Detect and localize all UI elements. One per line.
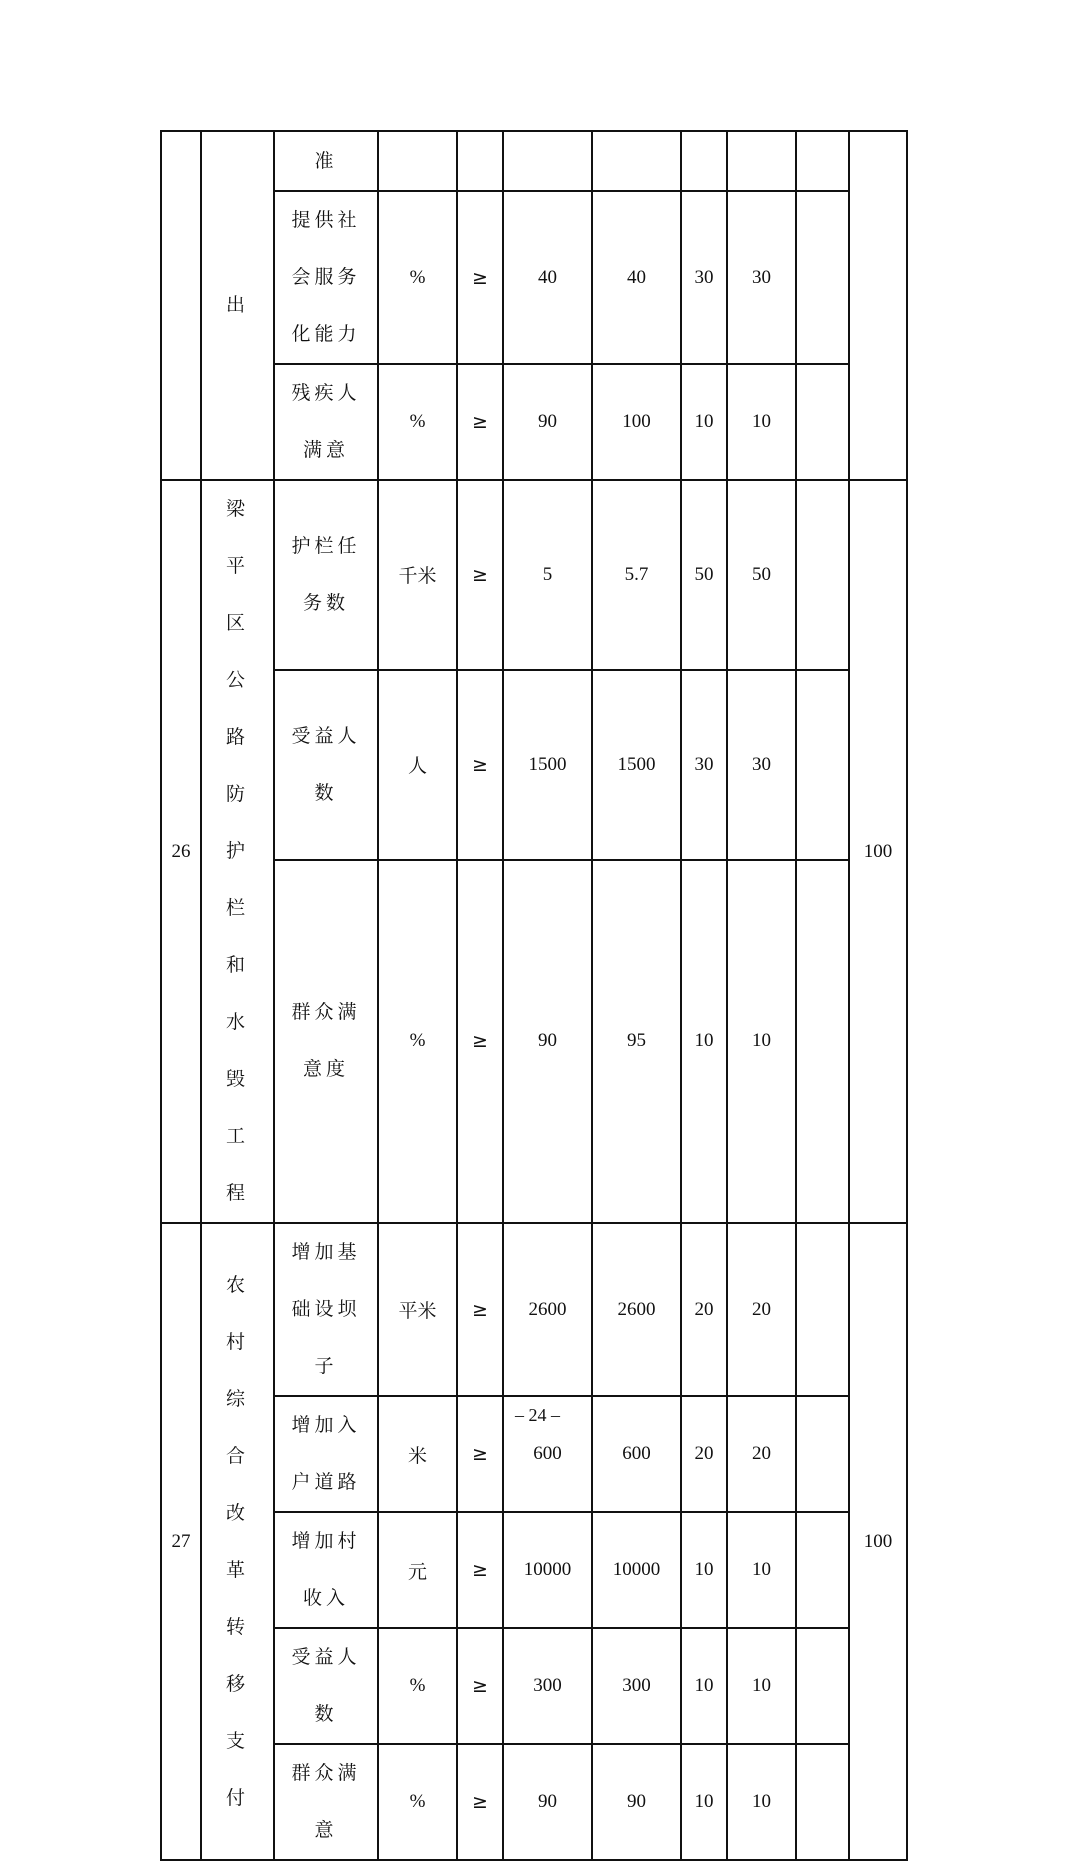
score-cell: 10: [727, 364, 796, 480]
weight-cell: 20: [681, 1223, 727, 1396]
operator-cell: ≥: [457, 1512, 503, 1628]
actual-cell: 100: [592, 364, 681, 480]
actual-cell: [592, 131, 681, 191]
actual-cell: 5.7: [592, 480, 681, 670]
target-cell: 90: [503, 1744, 592, 1860]
target-cell: 90: [503, 364, 592, 480]
target-cell: 90: [503, 860, 592, 1223]
table-row: [161, 1223, 907, 1396]
weight-cell: 30: [681, 670, 727, 860]
weight-cell: 10: [681, 1512, 727, 1628]
indicator-cell: 群众满意度: [274, 860, 378, 1223]
target-cell: 5: [503, 480, 592, 670]
total-cell: 100: [849, 480, 907, 1223]
score-cell: [727, 131, 796, 191]
score-cell: 20: [727, 1396, 796, 1512]
weight-cell: 10: [681, 364, 727, 480]
performance-table: [160, 130, 908, 1861]
page-number: – 24 –: [515, 1405, 560, 1425]
indicator-cell: 增加村收入: [274, 1512, 378, 1628]
unit-cell: [378, 131, 457, 191]
unit-cell: %: [378, 191, 457, 364]
unit-cell: %: [378, 1744, 457, 1860]
note-cell: [796, 191, 849, 364]
score-cell: 20: [727, 1223, 796, 1396]
operator-cell: ≥: [457, 1628, 503, 1744]
actual-cell: 2600: [592, 1223, 681, 1396]
operator-cell: ≥: [457, 1744, 503, 1860]
score-cell: 30: [727, 670, 796, 860]
score-cell: 30: [727, 191, 796, 364]
operator-cell: ≥: [457, 860, 503, 1223]
note-cell: [796, 1512, 849, 1628]
project-name-cell: 出: [201, 131, 274, 480]
indicator-cell: 残疾人满意: [274, 364, 378, 480]
indicator-cell: 提供社会服务化能力: [274, 191, 378, 364]
indicator-cell: 群众满意: [274, 1744, 378, 1860]
indicator-cell: 护栏任务数: [274, 480, 378, 670]
unit-cell: 人: [378, 670, 457, 860]
indicator-cell: 准: [274, 131, 378, 191]
target-cell: 2600: [503, 1223, 592, 1396]
unit-cell: 千米: [378, 480, 457, 670]
indicator-cell: 增加入户道路: [274, 1396, 378, 1512]
operator-cell: ≥: [457, 364, 503, 480]
unit-cell: %: [378, 364, 457, 480]
table-row: [161, 131, 907, 191]
note-cell: [796, 480, 849, 670]
weight-cell: 30: [681, 191, 727, 364]
note-cell: [796, 670, 849, 860]
target-cell: 300: [503, 1628, 592, 1744]
score-cell: 10: [727, 1744, 796, 1860]
unit-cell: 平米: [378, 1223, 457, 1396]
actual-cell: 10000: [592, 1512, 681, 1628]
note-cell: [796, 364, 849, 480]
operator-cell: ≥: [457, 480, 503, 670]
note-cell: [796, 131, 849, 191]
actual-cell: 1500: [592, 670, 681, 860]
actual-cell: 40: [592, 191, 681, 364]
indicator-cell: 受益人数: [274, 1628, 378, 1744]
target-cell: 600: [503, 1396, 592, 1512]
total-cell: [849, 131, 907, 480]
weight-cell: 10: [681, 1744, 727, 1860]
actual-cell: 90: [592, 1744, 681, 1860]
operator-cell: ≥: [457, 1223, 503, 1396]
note-cell: [796, 1628, 849, 1744]
target-cell: 40: [503, 191, 592, 364]
target-cell: 10000: [503, 1512, 592, 1628]
operator-cell: ≥: [457, 670, 503, 860]
total-cell: 100: [849, 1223, 907, 1860]
actual-cell: 600: [592, 1396, 681, 1512]
unit-cell: 元: [378, 1512, 457, 1628]
note-cell: [796, 1744, 849, 1860]
score-cell: 50: [727, 480, 796, 670]
indicator-cell: 增加基础设坝子: [274, 1223, 378, 1396]
target-cell: 1500: [503, 670, 592, 860]
unit-cell: 米: [378, 1396, 457, 1512]
score-cell: 10: [727, 1512, 796, 1628]
score-cell: 10: [727, 860, 796, 1223]
project-name-cell: 梁平区公路防护栏和水毁工程: [201, 480, 274, 1223]
note-cell: [796, 1223, 849, 1396]
score-cell: 10: [727, 1628, 796, 1744]
note-cell: [796, 860, 849, 1223]
unit-cell: %: [378, 860, 457, 1223]
project-name-cell: 农村综合改革转移支付: [201, 1223, 274, 1860]
indicator-cell: 受益人数: [274, 670, 378, 860]
actual-cell: 95: [592, 860, 681, 1223]
operator-cell: ≥: [457, 191, 503, 364]
weight-cell: 10: [681, 1628, 727, 1744]
operator-cell: [457, 131, 503, 191]
index-cell: 27: [161, 1223, 201, 1860]
table-row: [161, 480, 907, 670]
target-cell: [503, 131, 592, 191]
unit-cell: %: [378, 1628, 457, 1744]
index-cell: 26: [161, 480, 201, 1223]
weight-cell: 50: [681, 480, 727, 670]
weight-cell: 10: [681, 860, 727, 1223]
index-cell: [161, 131, 201, 480]
actual-cell: 300: [592, 1628, 681, 1744]
operator-cell: ≥: [457, 1396, 503, 1512]
weight-cell: [681, 131, 727, 191]
weight-cell: 20: [681, 1396, 727, 1512]
